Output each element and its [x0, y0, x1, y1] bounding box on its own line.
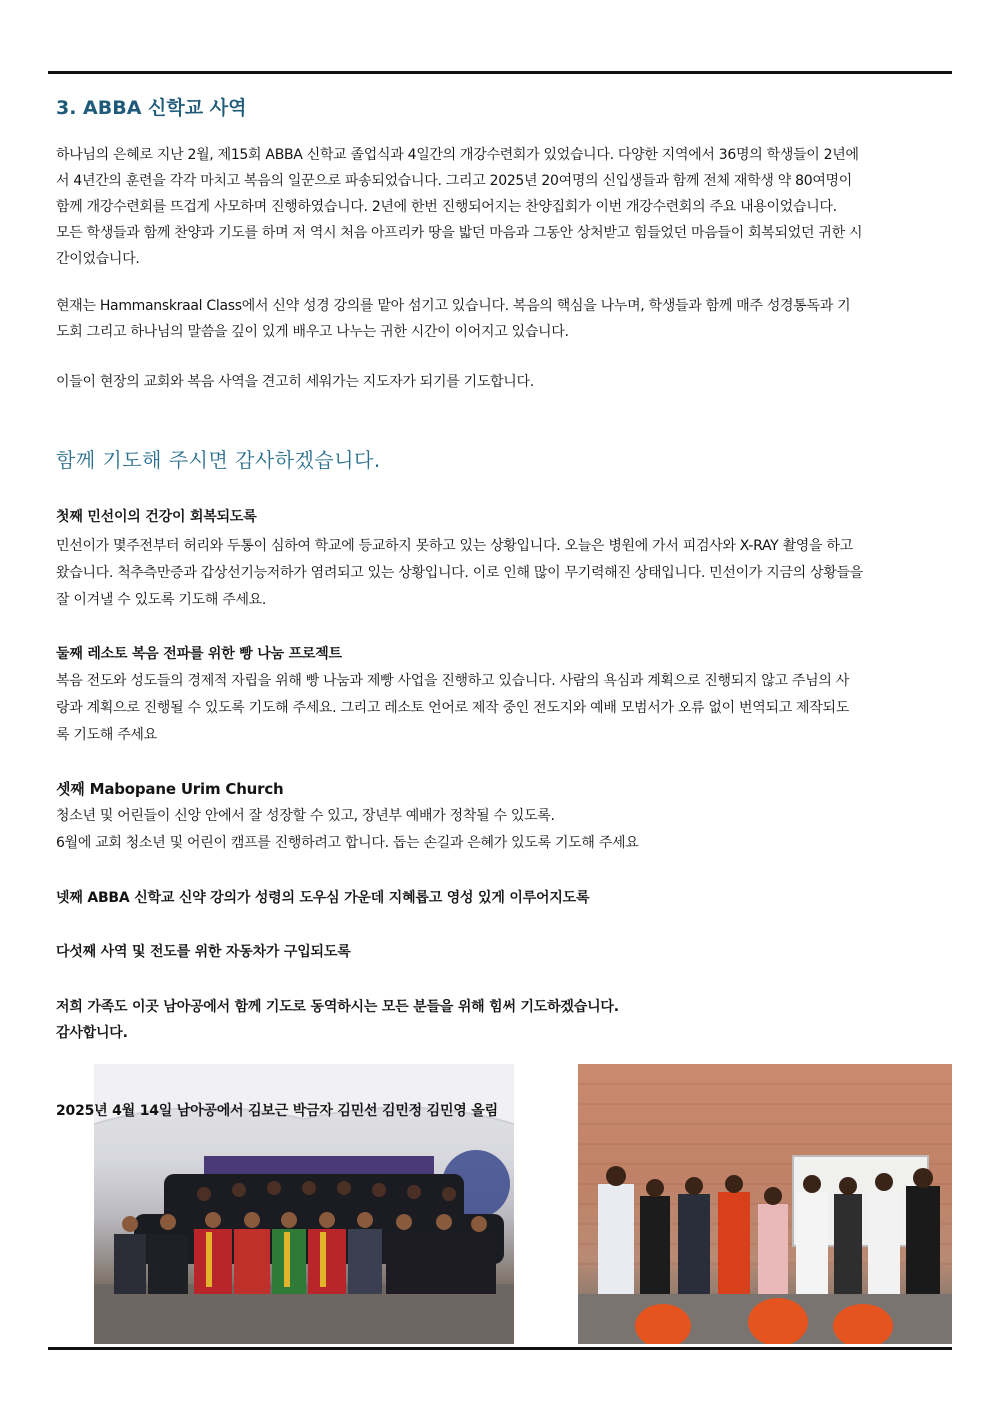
paragraph-line: 도회 그리고 하나님의 말씀을 깊이 있게 배우고 나누는 귀한 시간이 이어지고 있습니다.: [56, 324, 569, 340]
ministry-paragraph-1: [56, 142, 948, 272]
prayer-title-3: 셋째 Mabopane Urim Church: [56, 780, 284, 798]
prayer-line: 왔습니다. 척추측만증과 갑상선기능저하가 염려되고 있는 상황입니다. 이로 인해 많이 무기력해진 상태입니다. 민선이가 지금의 상황들을: [56, 565, 863, 581]
ministry-paragraph-3: 이들이 현장의 교회와 복음 사역을 견고히 세워가는 지도자가 되기를 기도합니다.: [56, 374, 534, 390]
paragraph-line: 간이었습니다.: [56, 251, 140, 267]
prayer-title-5: 다섯째 사역 및 전도를 위한 자동차가 구입되도록: [56, 944, 351, 960]
prayer-line: 록 기도해 주세요: [56, 727, 157, 743]
paragraph-line: 함께 개강수련회를 뜨겁게 사모하며 진행하였습니다. 2년에 한번 진행되어지는 찬양집회가 이번 개강수련회의 주요 내용이었습니다.: [56, 199, 837, 215]
prayer-line: 랑과 계획으로 진행될 수 있도록 기도해 주세요. 그리고 레소토 언어로 제작 중인 전도지와 예배 모범서가 오류 없이 번역되고 제작되도: [56, 700, 849, 716]
signature-line: 2025년 4월 14일 남아공에서 김보근 박금자 김민선 김민정 김민영 올림: [56, 1103, 498, 1119]
prayer-line: 민선이가 몇주전부터 허리와 두통이 심하여 학교에 등교하지 못하고 있는 상황입니다. 오늘은 병원에 가서 피검사와 X-RAY 촬영을 하고: [56, 538, 853, 554]
prayer-line: 청소년 및 어린들이 신앙 안에서 잘 성장할 수 있고, 장년부 예배가 정착될 수 있도록.: [56, 808, 555, 824]
closing-line: 저희 가족도 이곳 남아공에서 함께 기도로 동역하시는 모든 분들을 위해 힘써 기도하겠습니다.: [56, 999, 619, 1015]
prayer-body-1: [56, 533, 948, 614]
paragraph-line: 하나님의 은혜로 지난 2월, 제15회 ABBA 신학교 졸업식과 4일간의 개강수련회가 있었습니다. 다양한 지역에서 36명의 학생들이 2년에: [56, 147, 859, 163]
prayer-title-1: 첫째 민선이의 건강이 회복되도록: [56, 509, 257, 525]
closing-message: [56, 994, 619, 1046]
prayer-title-4: 넷째 ABBA 신학교 신약 강의가 성령의 도우심 가운데 지혜롭고 영성 있게 이루어지도록: [56, 890, 590, 906]
paragraph-line: 서 4년간의 훈련을 각각 마치고 복음의 일꾼으로 파송되었습니다. 그리고 2025년 20여명의 신입생들과 함께 전체 재학생 약 80여명이: [56, 173, 852, 189]
ministry-paragraph-2: [56, 293, 948, 345]
prayer-title-2: 둘째 레소토 복음 전파를 위한 빵 나눔 프로젝트: [56, 646, 342, 662]
prayer-heading: 함께 기도해 주시면 감사하겠습니다.: [56, 448, 381, 472]
bottom-divider: [48, 1347, 952, 1350]
paragraph-line: 모든 학생들과 함께 찬양과 기도를 하며 저 역시 처음 아프리카 땅을 밟던 마음과 그동안 상처받고 힘들었던 마음들이 회복되었던 귀한 시: [56, 225, 863, 241]
paragraph-line: 현재는 Hammanskraal Class에서 신약 성경 강의를 맡아 섬기고 있습니다. 복음의 핵심을 나누며, 학생들과 함께 매주 성경통독과 기: [56, 298, 851, 314]
prayer-line: 복음 전도와 성도들의 경제적 자립을 위해 빵 나눔과 제빵 사업을 진행하고 있습니다. 사람의 욕심과 계획으로 진행되지 않고 주님의 사: [56, 673, 849, 689]
youth-group-photo: [578, 1064, 952, 1344]
prayer-body-2: [56, 668, 948, 749]
top-divider: [48, 71, 952, 74]
prayer-body-3: [56, 803, 948, 857]
section-title: 3. ABBA 신학교 사역: [56, 97, 247, 119]
prayer-line: 잘 이겨낼 수 있도록 기도해 주세요.: [56, 592, 267, 608]
closing-thanks: 감사합니다.: [56, 1025, 128, 1041]
prayer-line: 6월에 교회 청소년 및 어린이 캠프를 진행하려고 합니다. 돕는 손길과 은혜가 있도록 기도해 주세요: [56, 835, 639, 851]
youth-group-photo-illustration: [578, 1064, 952, 1344]
